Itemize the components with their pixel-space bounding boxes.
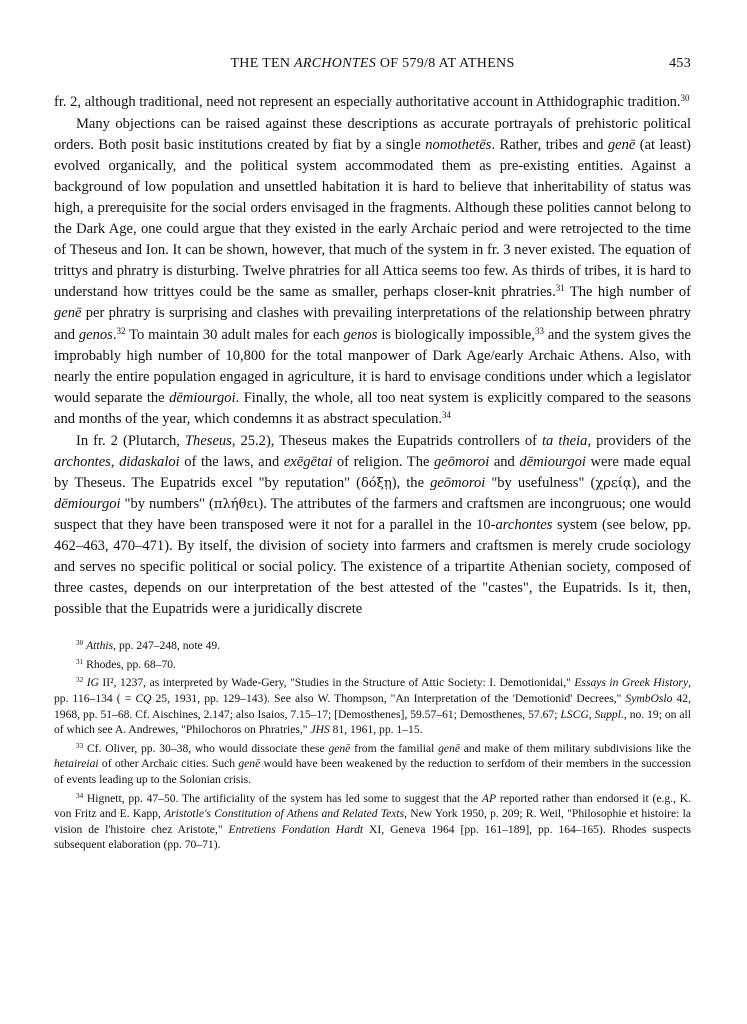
footnotes	[54, 638, 691, 853]
footnote-31: $^{31}$ Rhodes, pp. 68–70.	[76, 657, 176, 671]
footnote-34: $^{34}$ Hignett, pp. 47–50. The artificiality of the system has led some to suggest that the AP reported rather than endorsed it (e.g., K. von Fritz and E. Kapp, Aristotle's Constitution of Athens and Related Texts, New York 1950, p. 209; R. Weil, "Philosophie et histoire: la vision de l'histoire chez Aristote," Entretiens Fondation Hardt XI, Geneva 1964 [pp. 161–189], pp. 164–165). Rhodes suspects subsequent elaboration (pp. 70–71).	[54, 791, 691, 852]
running-title: THE TEN ARCHONTES OF 579/8 AT ATHENS	[230, 56, 515, 71]
paragraph-1: fr. 2, although traditional, need not represent an especially authoritative account in Atthidographic tradition.$^{30}$	[54, 93, 690, 110]
paragraph-2: Many objections can be raised against these descriptions as accurate portrayals of prehistoric political orders. Both posit basic institutions created by fiat by a single nomothetēs. Rather, tribes and genē (at least) evolved organically, and the political system accommodated them as pre-existing entities. Against a background of low population and unsettled habitation it is hard to believe that inheritability of status was high, a prerequisite for the social orders envisaged in the fragments. Although these polities cannot belong to the Dark Age, one could argue that they existed in the early Archaic period and were retrojected to the time of Theseus and Ion. It can be shown, however, that much of the system in fr. 3 never existed. The equation of trittys and phratry is disturbing. Twelve phratries for all Attica seems too few. As thirds of tribes, it is hard to understand how trittyes could be the same as smaller, perhaps closer-knit phratries.$^{31}$ The high number of genē per phratry is surprising and clashes with prevailing interpretations of the relationship between phratry and genos.$^{32}$ To maintain 30 adult males for each genos is biologically impossible,$^{33}$ and the system gives the improbably high number of 10,800 for the total manpower of Dark Age/early Archaic Athens. Also, with nearly the entire population engaged in agriculture, it is hard to envisage conditions under which a legislator would separate the dēmiourgoi. Finally, the whole, all too neat system is explicitly compared to the seasons and months of the year, which condemns it as abstract speculation.$^{34}$	[54, 116, 692, 427]
paragraph-3: In fr. 2 (Plutarch, Theseus, 25.2), Theseus makes the Eupatrids controllers of ta theia, providers of the archontes, didaskaloi of the laws, and exēgētai of religion. The geōmoroi and dēmiourgoi were made equal by Theseus. The Eupatrids excel "by reputation" (δόξῃ), the geōmoroi "by usefulness" (χρείᾳ), and the dēmiourgoi "by numbers" (πλήθει). The attributes of the farmers and craftsmen are incongruous; one would suspect that they have been transposed were it not for a parallel in the 10-archontes system (see below, pp. 462–463, 470–471). By itself, the division of society into farmers and craftsmen is merely crude sociology and serves no specific political or social policy. The existence of a tripartite Athenian society, composed of three castes, depends on our interpretation of the best attested of the "castes", the Eupatrids. Is it, then, possible that the Eupatrids were a juridically discrete	[54, 432, 692, 618]
running-head	[54, 56, 691, 78]
page-number: 453	[669, 56, 691, 71]
footnote-30: $^{30}$ Atthis, pp. 247–248, note 49.	[76, 639, 221, 653]
footnote-33: $^{33}$ Cf. Oliver, pp. 30–38, who would dissociate these genē from the familial genē and make of them military subdivisions like the hetaireiai of other Archaic cities. Such genē would have been weakened by the reduction to serfdom of their members in the succession of events leading up to the Solonian crisis.	[54, 741, 692, 786]
body-text	[54, 92, 691, 620]
footnote-32: $^{32}$ IG II², 1237, as interpreted by Wade-Gery, "Studies in the Structure of Attic Society: I. Demotionidai," Essays in Greek History, pp. 116–134 ( = CQ 25, 1931, pp. 129–143). See also W. Thompson, "An Interpretation of the 'Demotionid' Decrees," SymbOslo 42, 1968, pp. 51–68. Cf. Aischines, 2.147; also Isaios, 7.15–17; [Demosthenes], 59.57–61; Demosthenes, 57.67; LSCG, Suppl., no. 19; on all of which see A. Andrewes, "Philochoros on Phratries," JHS 81, 1961, pp. 1–15.	[54, 676, 691, 737]
